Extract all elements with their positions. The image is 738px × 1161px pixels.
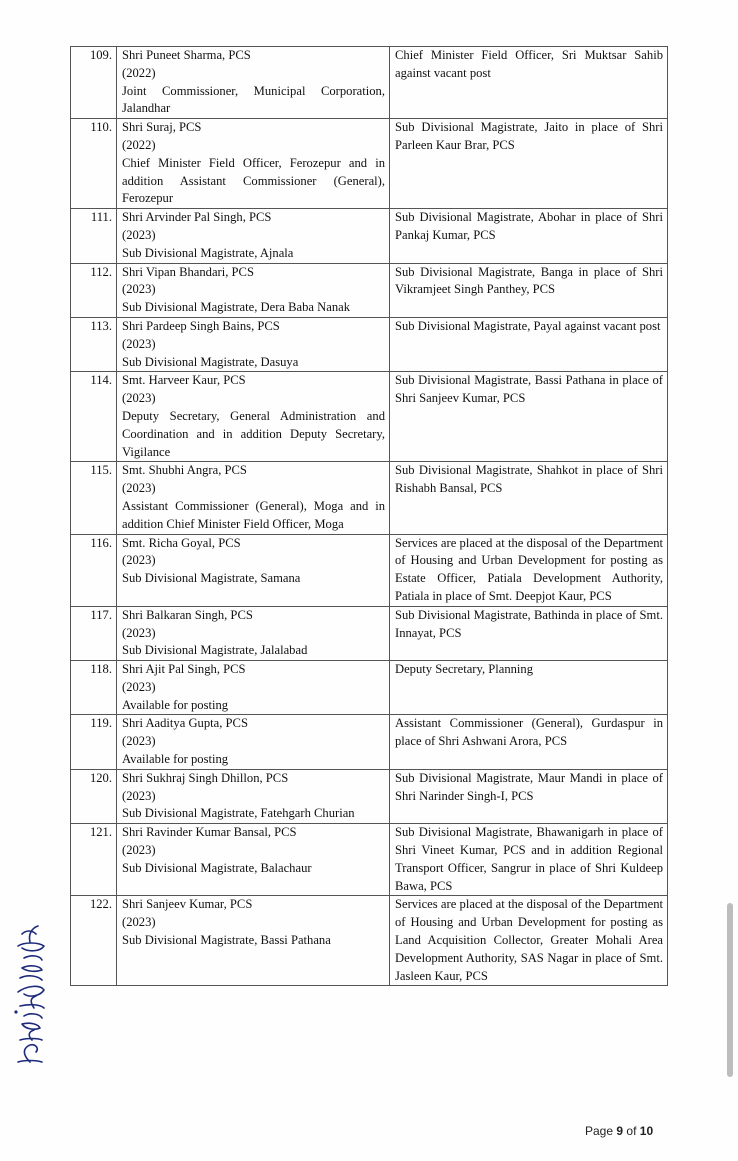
table-row	[71, 119, 668, 209]
officer-batch: (2023)	[122, 788, 156, 803]
officer-current: Deputy Secretary, General Administration and Coordination and in addition Deputy Secretary, Vigilance	[122, 408, 385, 459]
officer-current: Available for posting	[122, 697, 229, 712]
officer-cell	[117, 47, 390, 119]
officer-current: Sub Divisional Magistrate, Ajnala	[122, 245, 294, 260]
new-posting-cell	[390, 769, 668, 823]
page-total: 10	[639, 1124, 654, 1138]
officer-cell	[117, 824, 390, 896]
new-posting-cell	[390, 715, 668, 769]
serial-number: 118.	[71, 661, 117, 715]
new-posting: Assistant Commissioner (General), Gurdaspur in place of Shri Ashwani Arora, PCS	[395, 716, 663, 749]
table-row	[71, 462, 668, 534]
officer-name: Shri Aaditya Gupta, PCS	[122, 716, 248, 731]
officer-batch: (2022)	[122, 137, 156, 152]
new-posting-cell	[390, 209, 668, 263]
new-posting: Sub Divisional Magistrate, Abohar in place of Shri Pankaj Kumar, PCS	[395, 210, 663, 242]
officer-batch: (2023)	[122, 553, 156, 568]
officer-cell	[117, 209, 390, 263]
serial-number: 114.	[71, 372, 117, 462]
table-row	[71, 896, 668, 986]
officer-current: Sub Divisional Magistrate, Bassi Pathana	[122, 933, 331, 948]
officer-batch: (2023)	[122, 481, 156, 496]
officer-current: Sub Divisional Magistrate, Samana	[122, 571, 301, 586]
serial-number: 116.	[71, 534, 117, 606]
new-posting-cell	[390, 119, 668, 209]
new-posting-cell	[390, 534, 668, 606]
officer-current: Sub Divisional Magistrate, Dasuya	[122, 354, 299, 369]
new-posting-cell	[390, 372, 668, 462]
serial-number: 120.	[71, 769, 117, 823]
table-row	[71, 47, 668, 119]
officer-current: Joint Commissioner, Municipal Corporation, Jalandhar	[122, 83, 385, 116]
officer-name: Smt. Shubhi Angra, PCS	[122, 463, 247, 478]
officer-current: Assistant Commissioner (General), Moga and in addition Chief Minister Field Officer, Moga	[122, 498, 385, 531]
page-number-footer	[585, 1124, 653, 1138]
serial-number: 109.	[71, 47, 117, 119]
table-body	[71, 47, 668, 986]
table-row	[71, 715, 668, 769]
officer-cell	[117, 769, 390, 823]
serial-number: 113.	[71, 317, 117, 371]
of-label: of	[626, 1124, 637, 1138]
officer-name: Shri Sukhraj Singh Dhillon, PCS	[122, 770, 289, 785]
officer-cell	[117, 661, 390, 715]
table-row	[71, 317, 668, 371]
new-posting-cell	[390, 606, 668, 660]
page-label: Page	[585, 1124, 614, 1138]
officer-batch: (2023)	[122, 336, 156, 351]
officer-name: Shri Sanjeev Kumar, PCS	[122, 897, 253, 912]
table-row	[71, 372, 668, 462]
officer-cell	[117, 896, 390, 986]
serial-number: 117.	[71, 606, 117, 660]
page-current: 9	[616, 1124, 624, 1138]
new-posting-cell	[390, 47, 668, 119]
new-posting: Sub Divisional Magistrate, Payal against vacant post	[395, 318, 661, 333]
officer-cell	[117, 715, 390, 769]
officer-batch: (2022)	[122, 65, 156, 80]
vertical-scrollbar[interactable]	[727, 903, 733, 1077]
table-row	[71, 769, 668, 823]
officer-batch: (2023)	[122, 734, 156, 749]
table-row	[71, 824, 668, 896]
officer-current: Available for posting	[122, 752, 229, 767]
serial-number: 111.	[71, 209, 117, 263]
new-posting-cell	[390, 661, 668, 715]
new-posting-cell	[390, 824, 668, 896]
officer-cell	[117, 462, 390, 534]
officer-cell	[117, 119, 390, 209]
serial-number: 122.	[71, 896, 117, 986]
officer-name: Shri Pardeep Singh Bains, PCS	[122, 318, 280, 333]
table-row	[71, 661, 668, 715]
officer-cell	[117, 372, 390, 462]
officer-cell	[117, 606, 390, 660]
new-posting: Sub Divisional Magistrate, Bassi Pathana in place of Shri Sanjeev Kumar, PCS	[395, 373, 663, 406]
new-posting: Services are placed at the disposal of the Department of Housing and Urban Development for posting as Land Acquisition Collector, Greater Mohali Area Development Authority, SAS Nagar in place of Smt. Jasleen Kaur, PCS	[395, 897, 663, 983]
new-posting: Services are placed at the disposal of the Department of Housing and Urban Development for posting as Estate Officer, Patiala Development Authority, Patiala in place of Smt. Deepjot Kaur, PCS	[395, 535, 663, 603]
new-posting: Sub Divisional Magistrate, Bhawanigarh in place of Shri Vineet Kumar, PCS and in addition Regional Transport Officer, Sangrur in place of Shri Kuldeep Bawa, PCS	[395, 825, 663, 893]
new-posting-cell	[390, 263, 668, 317]
officer-batch: (2023)	[122, 391, 156, 406]
serial-number: 112.	[71, 263, 117, 317]
officer-cell	[117, 263, 390, 317]
officer-name: Shri Puneet Sharma, PCS	[122, 48, 251, 62]
handwritten-signature	[10, 912, 50, 1074]
officer-current: Sub Divisional Magistrate, Jalalabad	[122, 643, 308, 658]
serial-number: 110.	[71, 119, 117, 209]
posting-orders-table	[70, 46, 668, 986]
serial-number: 121.	[71, 824, 117, 896]
officer-cell	[117, 534, 390, 606]
new-posting-cell	[390, 896, 668, 986]
new-posting: Deputy Secretary, Planning	[395, 662, 534, 677]
officer-name: Shri Vipan Bhandari, PCS	[122, 264, 254, 279]
officer-name: Shri Arvinder Pal Singh, PCS	[122, 210, 272, 225]
new-posting: Sub Divisional Magistrate, Banga in place of Shri Vikramjeet Singh Panthey, PCS	[395, 264, 663, 297]
officer-cell	[117, 317, 390, 371]
new-posting: Chief Minister Field Officer, Sri Muktsar Sahib against vacant post	[395, 48, 663, 80]
serial-number: 115.	[71, 462, 117, 534]
table-row	[71, 209, 668, 263]
officer-name: Shri Ravinder Kumar Bansal, PCS	[122, 825, 297, 840]
new-posting: Sub Divisional Magistrate, Bathinda in place of Smt. Innayat, PCS	[395, 607, 663, 640]
officer-batch: (2023)	[122, 679, 156, 694]
new-posting: Sub Divisional Magistrate, Maur Mandi in place of Shri Narinder Singh-I, PCS	[395, 770, 663, 803]
officer-batch: (2023)	[122, 843, 156, 858]
officer-name: Smt. Harveer Kaur, PCS	[122, 373, 246, 388]
officer-batch: (2023)	[122, 227, 156, 242]
officer-batch: (2023)	[122, 915, 156, 930]
table-row	[71, 263, 668, 317]
officer-current: Sub Divisional Magistrate, Fatehgarh Churian	[122, 806, 355, 821]
officer-name: Shri Balkaran Singh, PCS	[122, 607, 253, 622]
table-row	[71, 534, 668, 606]
officer-name: Shri Ajit Pal Singh, PCS	[122, 662, 246, 677]
new-posting-cell	[390, 317, 668, 371]
officer-current: Sub Divisional Magistrate, Balachaur	[122, 860, 312, 875]
table-row	[71, 606, 668, 660]
new-posting-cell	[390, 462, 668, 534]
officer-batch: (2023)	[122, 625, 156, 640]
officer-current: Chief Minister Field Officer, Ferozepur and in addition Assistant Commissioner (General), Ferozepur	[122, 155, 385, 206]
officer-batch: (2023)	[122, 282, 156, 297]
officer-current: Sub Divisional Magistrate, Dera Baba Nanak	[122, 300, 351, 315]
new-posting: Sub Divisional Magistrate, Shahkot in place of Shri Rishabh Bansal, PCS	[395, 463, 663, 496]
new-posting: Sub Divisional Magistrate, Jaito in place of Shri Parleen Kaur Brar, PCS	[395, 120, 663, 152]
officer-name: Smt. Richa Goyal, PCS	[122, 535, 241, 550]
officer-name: Shri Suraj, PCS	[122, 120, 202, 135]
serial-number: 119.	[71, 715, 117, 769]
